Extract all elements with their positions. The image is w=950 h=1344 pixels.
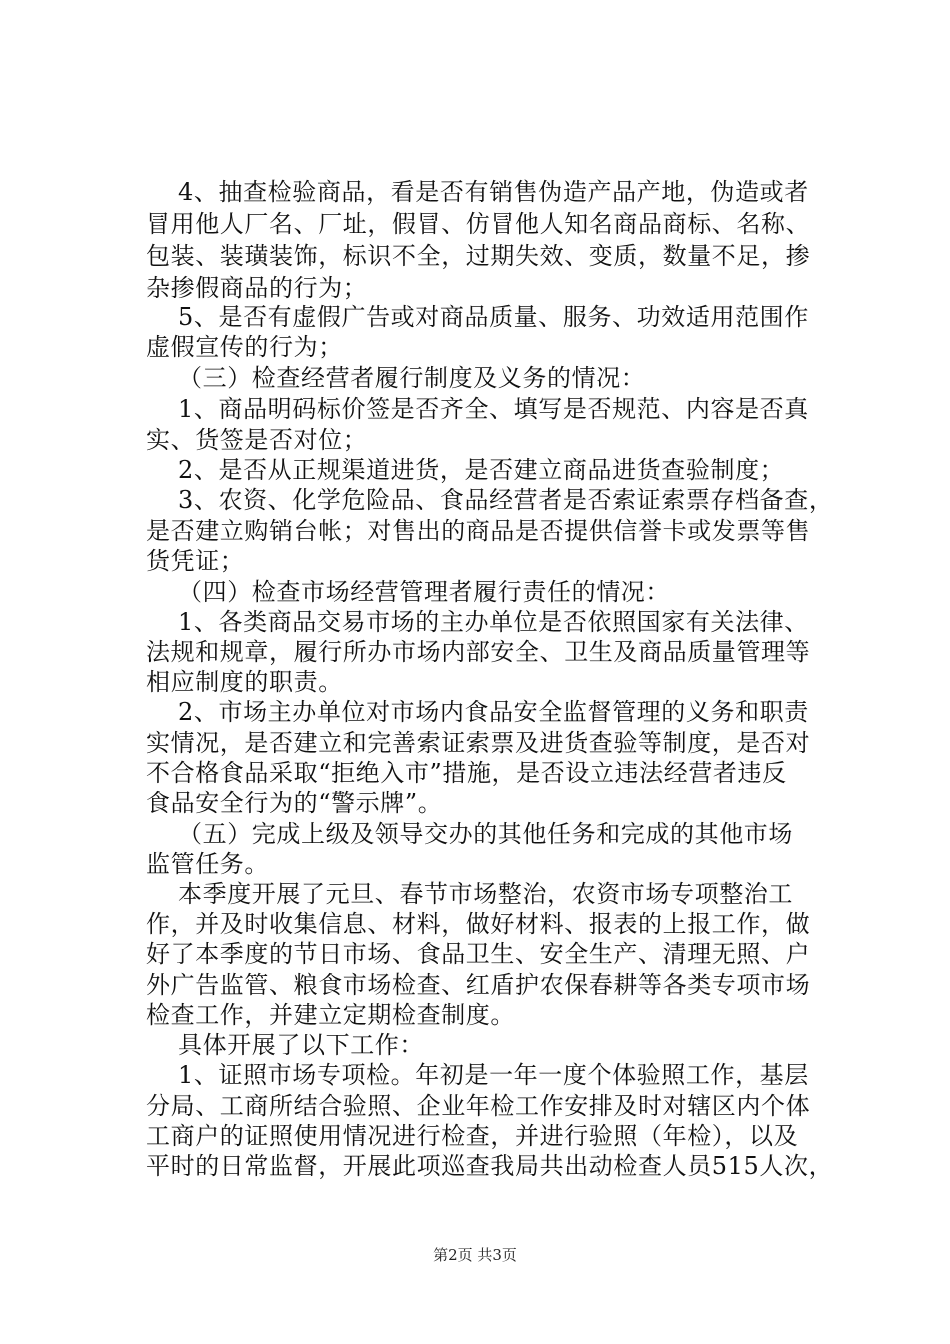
- text-line: 工商户的证照使用情况进行检查，并进行验照（年检），以及: [146, 1122, 799, 1150]
- text-line: 实、货签是否对位；: [146, 426, 368, 454]
- text-line: 货凭证；: [146, 547, 245, 575]
- text-line: 不合格食品采取“拒绝入市”措施，是否设立违法经营者违反: [146, 759, 787, 787]
- section-heading: （三）检查经营者履行制度及义务的情况：: [178, 364, 646, 392]
- text-line: 相应制度的职责。: [146, 668, 343, 696]
- text-line: 1、证照市场专项检。年初是一年一度个体验照工作，基层: [178, 1061, 809, 1089]
- text-line: 2、市场主办单位对市场内食品安全监督管理的义务和职责: [178, 698, 809, 726]
- text-line: 检查工作，并建立定期检查制度。: [146, 1001, 515, 1029]
- text-line: 外广告监管、粮食市场检查、红盾护农保春耕等各类专项市场: [146, 971, 811, 999]
- text-line: 1、商品明码标价签是否齐全、填写是否规范、内容是否真: [178, 395, 809, 423]
- text-line: 虚假宣传的行为；: [146, 333, 343, 361]
- text-line: 1、各类商品交易市场的主办单位是否依照国家有关法律、: [178, 608, 809, 636]
- section-heading: （五）完成上级及领导交办的其他任务和完成的其他市场: [178, 820, 793, 848]
- text-line: 监管任务。: [146, 850, 269, 878]
- text-line: 分局、工商所结合验照、企业年检工作安排及时对辖区内个体: [146, 1092, 811, 1120]
- text-line: 杂掺假商品的行为；: [146, 274, 368, 302]
- text-line: 具体开展了以下工作：: [178, 1031, 424, 1059]
- text-line: 是否建立购销台帐；对售出的商品是否提供信誉卡或发票等售: [146, 517, 811, 545]
- page-number-footer: 第2页 共3页: [433, 1246, 517, 1264]
- text-line: 5、是否有虚假广告或对商品质量、服务、功效适用范围作: [178, 303, 809, 331]
- text-line: 食品安全行为的“警示牌”。: [146, 789, 443, 817]
- text-line: 作，并及时收集信息、材料，做好材料、报表的上报工作，做: [146, 910, 811, 938]
- text-line: 好了本季度的节日市场、食品卫生、安全生产、清理无照、户: [146, 940, 811, 968]
- section-heading: （四）检查市场经营管理者履行责任的情况：: [178, 578, 670, 606]
- text-line: 3、农资、化学危险品、食品经营者是否索证索票存档备查，: [178, 486, 834, 514]
- text-line: 平时的日常监督，开展此项巡查我局共出动检查人员515人次，: [146, 1152, 834, 1180]
- text-line: 本季度开展了元旦、春节市场整治，农资市场专项整治工: [178, 880, 793, 908]
- text-line: 4、抽查检验商品，看是否有销售伪造产品产地，伪造或者: [178, 178, 809, 206]
- text-line: 冒用他人厂名、厂址，假冒、仿冒他人知名商品商标、名称、: [146, 210, 811, 238]
- text-line: 实情况，是否建立和完善索证索票及进货查验等制度，是否对: [146, 729, 811, 757]
- text-line: 法规和规章，履行所办市场内部安全、卫生及商品质量管理等: [146, 638, 811, 666]
- text-line: 包装、装璜装饰，标识不全，过期失效、变质，数量不足，掺: [146, 242, 811, 270]
- text-line: 2、是否从正规渠道进货，是否建立商品进货查验制度；: [178, 456, 785, 484]
